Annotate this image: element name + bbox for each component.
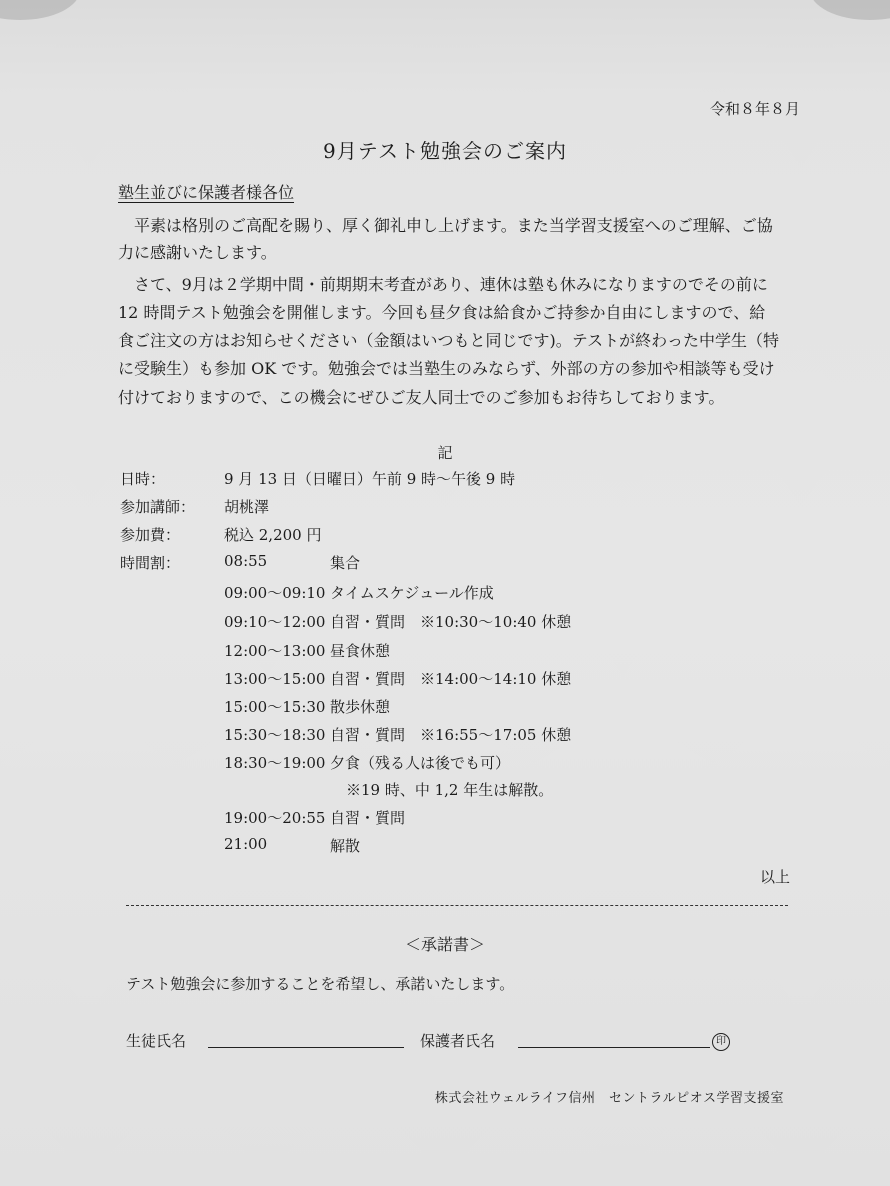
schedule-activity: 解散 (330, 837, 361, 855)
schedule-note: ※19 時、中 1,2 年生は解散。 (346, 781, 554, 799)
document-title: 9月テスト勉強会のご案内 (323, 139, 567, 163)
body-line-2: 力に感謝いたします。 (118, 243, 277, 262)
body-line-4: 12 時間テスト勉強会を開催します。今回も昼夕食は給食かご持参か自由にしますので、給 (118, 303, 766, 322)
date-label: 日時： (120, 470, 166, 488)
schedule-activity: 集合 (330, 554, 361, 572)
consent-text: テスト勉強会に参加することを希望し、承諾いたします。 (126, 975, 515, 993)
schedule-time: 15:00～15:30 (224, 698, 326, 716)
body-line-6: に受験生）も参加 OK です。勉強会では当塾生のみならず、外部の方の参加や相談等も受け (118, 359, 775, 378)
fee-label: 参加費： (120, 526, 181, 544)
body-line-5: 食ご注文の方はお知らせください（金額はいつもと同じです)。テストが終わった中学生（特 (118, 331, 779, 350)
company-name: 株式会社ウェルライフ信州 セントラルピオス学習支援室 (434, 1091, 784, 1106)
schedule-time: 19:00～20:55 (224, 809, 326, 827)
body-line-3: さて、9月は２学期中間・前期期末考査があり、連休は塾も休みになりますのでその前に (118, 275, 768, 294)
schedule-activity: 散歩休憩 (330, 698, 391, 716)
fee-value: 税込 2,200 円 (224, 526, 322, 544)
schedule-time: 13:00～15:00 (224, 670, 326, 688)
guardian-name-label: 保護者氏名 (420, 1032, 496, 1050)
schedule-time: 18:30～19:00 (224, 754, 326, 772)
schedule-time: 15:30～18:30 (224, 726, 326, 744)
body-line-1: 平素は格別のご高配を賜り、厚く御礼申し上げます。また当学習支援室へのご理解、ご協 (118, 216, 773, 235)
schedule-activity: 自習・質問 ※16:55～17:05 休憩 (330, 726, 572, 744)
schedule-time: 09:00～09:10 (224, 584, 326, 602)
schedule-time: 08:55 (224, 552, 268, 570)
student-name-label: 生徒氏名 (126, 1032, 187, 1050)
issue-date: 令和８年８月 (709, 100, 800, 118)
student-name-field[interactable] (208, 1047, 404, 1048)
schedule-activity: 自習・質問 (330, 809, 406, 827)
schedule-activity: タイムスケジュール作成 (330, 584, 494, 602)
schedule-label: 時間割： (120, 554, 181, 572)
teacher-label: 参加講師： (120, 498, 196, 516)
cut-line-divider (126, 905, 788, 906)
addressee: 塾生並びに保護者様各位 (118, 183, 295, 202)
schedule-time: 21:00 (224, 835, 268, 853)
schedule-activity: 昼食休憩 (330, 642, 391, 660)
ki-heading: 記 (437, 444, 453, 462)
seal-mark: 印 (712, 1033, 730, 1051)
schedule-activity: 自習・質問 ※14:00～14:10 休憩 (330, 670, 572, 688)
schedule-activity: 自習・質問 ※10:30～10:40 休憩 (330, 613, 572, 631)
schedule-time: 09:10～12:00 (224, 613, 326, 631)
teacher-value: 胡桃澤 (224, 498, 270, 516)
guardian-name-field[interactable] (518, 1047, 710, 1048)
body-line-7: 付けておりますので、この機会にぜひご友人同士でのご参加もお待ちしております。 (118, 388, 725, 407)
closing-mark: 以上 (759, 868, 790, 886)
schedule-time: 12:00～13:00 (224, 642, 326, 660)
schedule-activity: 夕食（残る人は後でも可） (330, 754, 511, 772)
date-value: 9 月 13 日（日曜日）午前 9 時～午後 9 時 (224, 470, 516, 488)
consent-title: ＜承諾書＞ (404, 935, 485, 954)
